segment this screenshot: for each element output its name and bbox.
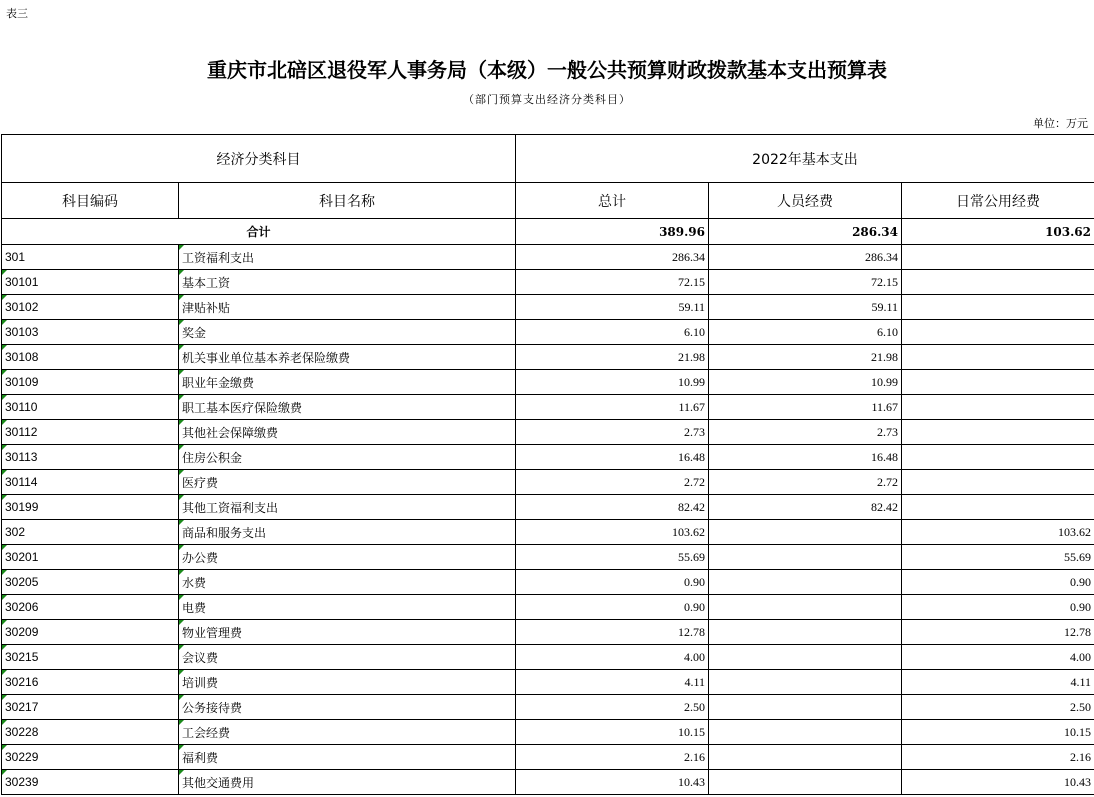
row-total: 2.72 — [516, 470, 709, 495]
row-total: 10.43 — [516, 770, 709, 795]
row-name: 工会经费 — [179, 720, 516, 745]
page-title: 重庆市北碚区退役军人事务局（本级）一般公共预算财政拨款基本支出预算表 — [207, 58, 887, 82]
row-code: 30114 — [2, 470, 179, 495]
row-total: 16.48 — [516, 445, 709, 470]
row-personnel: 72.15 — [709, 270, 902, 295]
table-group-header-row — [2, 135, 1094, 183]
row-total: 55.69 — [516, 545, 709, 570]
table-row — [2, 570, 1094, 595]
total-label: 合计 — [2, 219, 516, 245]
row-code: 30113 — [2, 445, 179, 470]
row-name: 奖金 — [179, 320, 516, 345]
row-personnel — [709, 745, 902, 770]
row-code: 30112 — [2, 420, 179, 445]
table-total-row — [2, 219, 1094, 245]
table-row — [2, 595, 1094, 620]
row-name: 医疗费 — [179, 470, 516, 495]
row-name: 电费 — [179, 595, 516, 620]
row-personnel — [709, 770, 902, 795]
table-row — [2, 345, 1094, 370]
row-public — [902, 395, 1094, 420]
row-public — [902, 470, 1094, 495]
row-public: 4.00 — [902, 645, 1094, 670]
row-public — [902, 345, 1094, 370]
row-total: 82.42 — [516, 495, 709, 520]
row-code: 30101 — [2, 270, 179, 295]
row-code: 30206 — [2, 595, 179, 620]
row-code: 30215 — [2, 645, 179, 670]
row-total: 286.34 — [516, 245, 709, 270]
total-personnel: 286.34 — [709, 219, 902, 245]
row-public: 10.15 — [902, 720, 1094, 745]
table-row — [2, 295, 1094, 320]
row-personnel — [709, 620, 902, 645]
row-public: 55.69 — [902, 545, 1094, 570]
row-code: 30199 — [2, 495, 179, 520]
table-number-tag: 表三 — [6, 7, 28, 20]
row-public — [902, 445, 1094, 470]
row-code: 30109 — [2, 370, 179, 395]
row-name: 福利费 — [179, 745, 516, 770]
row-name: 其他交通费用 — [179, 770, 516, 795]
unit-label: 单位：万元 — [1033, 117, 1088, 130]
row-code: 30108 — [2, 345, 179, 370]
total-public: 103.62 — [902, 219, 1094, 245]
row-public: 103.62 — [902, 520, 1094, 545]
table-row — [2, 395, 1094, 420]
table-row — [2, 420, 1094, 445]
row-personnel: 286.34 — [709, 245, 902, 270]
column-header-public: 日常公用经费 — [902, 183, 1094, 219]
row-code: 30103 — [2, 320, 179, 345]
row-name: 其他社会保障缴费 — [179, 420, 516, 445]
row-public: 0.90 — [902, 595, 1094, 620]
table-row — [2, 270, 1094, 295]
row-name: 其他工资福利支出 — [179, 495, 516, 520]
row-code: 30217 — [2, 695, 179, 720]
row-personnel: 6.10 — [709, 320, 902, 345]
table-row — [2, 370, 1094, 395]
row-total: 2.16 — [516, 745, 709, 770]
table-row — [2, 670, 1094, 695]
row-personnel: 2.72 — [709, 470, 902, 495]
row-total: 72.15 — [516, 270, 709, 295]
row-personnel: 2.73 — [709, 420, 902, 445]
row-name: 会议费 — [179, 645, 516, 670]
column-header-name: 科目名称 — [179, 183, 516, 219]
table-row — [2, 695, 1094, 720]
table-row — [2, 770, 1094, 795]
column-header-total: 总计 — [516, 183, 709, 219]
row-code: 30228 — [2, 720, 179, 745]
row-public — [902, 245, 1094, 270]
row-total: 2.73 — [516, 420, 709, 445]
row-public: 2.16 — [902, 745, 1094, 770]
row-personnel — [709, 720, 902, 745]
column-header-personnel: 人员经费 — [709, 183, 902, 219]
row-public — [902, 420, 1094, 445]
row-name: 工资福利支出 — [179, 245, 516, 270]
row-public: 4.11 — [902, 670, 1094, 695]
group-header-basic-expenditure: 2022年基本支出 — [516, 135, 1094, 183]
row-total: 10.99 — [516, 370, 709, 395]
row-public — [902, 320, 1094, 345]
table-row — [2, 445, 1094, 470]
row-name: 机关事业单位基本养老保险缴费 — [179, 345, 516, 370]
row-total: 21.98 — [516, 345, 709, 370]
row-code: 30102 — [2, 295, 179, 320]
table-row — [2, 520, 1094, 545]
row-total: 0.90 — [516, 595, 709, 620]
row-personnel — [709, 695, 902, 720]
row-public — [902, 270, 1094, 295]
row-personnel: 10.99 — [709, 370, 902, 395]
row-public: 0.90 — [902, 570, 1094, 595]
table-row — [2, 495, 1094, 520]
table-row — [2, 470, 1094, 495]
row-name: 津贴补贴 — [179, 295, 516, 320]
row-code: 30229 — [2, 745, 179, 770]
row-public — [902, 370, 1094, 395]
row-personnel: 82.42 — [709, 495, 902, 520]
row-code: 302 — [2, 520, 179, 545]
row-personnel — [709, 645, 902, 670]
row-name: 公务接待费 — [179, 695, 516, 720]
row-name: 水费 — [179, 570, 516, 595]
row-total: 4.00 — [516, 645, 709, 670]
row-public — [902, 495, 1094, 520]
row-name: 办公费 — [179, 545, 516, 570]
row-total: 6.10 — [516, 320, 709, 345]
total-sum: 389.96 — [516, 219, 709, 245]
row-code: 30201 — [2, 545, 179, 570]
row-code: 301 — [2, 245, 179, 270]
row-personnel — [709, 520, 902, 545]
table-row — [2, 245, 1094, 270]
row-public — [902, 295, 1094, 320]
row-name: 住房公积金 — [179, 445, 516, 470]
row-total: 12.78 — [516, 620, 709, 645]
row-personnel: 21.98 — [709, 345, 902, 370]
row-personnel: 16.48 — [709, 445, 902, 470]
row-personnel: 59.11 — [709, 295, 902, 320]
table-row — [2, 545, 1094, 570]
table-row — [2, 645, 1094, 670]
row-name: 职业年金缴费 — [179, 370, 516, 395]
row-total: 0.90 — [516, 570, 709, 595]
budget-table — [1, 134, 1094, 795]
table-row — [2, 745, 1094, 770]
row-name: 职工基本医疗保险缴费 — [179, 395, 516, 420]
row-code: 30239 — [2, 770, 179, 795]
table-column-header-row — [2, 183, 1094, 219]
row-code: 30205 — [2, 570, 179, 595]
row-name: 物业管理费 — [179, 620, 516, 645]
row-total: 59.11 — [516, 295, 709, 320]
row-total: 10.15 — [516, 720, 709, 745]
group-header-economic-class: 经济分类科目 — [2, 135, 516, 183]
row-name: 商品和服务支出 — [179, 520, 516, 545]
row-code: 30209 — [2, 620, 179, 645]
row-personnel — [709, 670, 902, 695]
row-name: 培训费 — [179, 670, 516, 695]
row-code: 30216 — [2, 670, 179, 695]
row-total: 4.11 — [516, 670, 709, 695]
row-personnel — [709, 545, 902, 570]
row-name: 基本工资 — [179, 270, 516, 295]
row-total: 11.67 — [516, 395, 709, 420]
page-subtitle: （部门预算支出经济分类科目） — [463, 93, 631, 106]
table-row — [2, 620, 1094, 645]
row-total: 2.50 — [516, 695, 709, 720]
row-code: 30110 — [2, 395, 179, 420]
column-header-code: 科目编码 — [2, 183, 179, 219]
table-row — [2, 720, 1094, 745]
row-public: 12.78 — [902, 620, 1094, 645]
row-personnel — [709, 570, 902, 595]
row-public: 10.43 — [902, 770, 1094, 795]
row-public: 2.50 — [902, 695, 1094, 720]
row-personnel: 11.67 — [709, 395, 902, 420]
row-total: 103.62 — [516, 520, 709, 545]
table-row — [2, 320, 1094, 345]
row-personnel — [709, 595, 902, 620]
